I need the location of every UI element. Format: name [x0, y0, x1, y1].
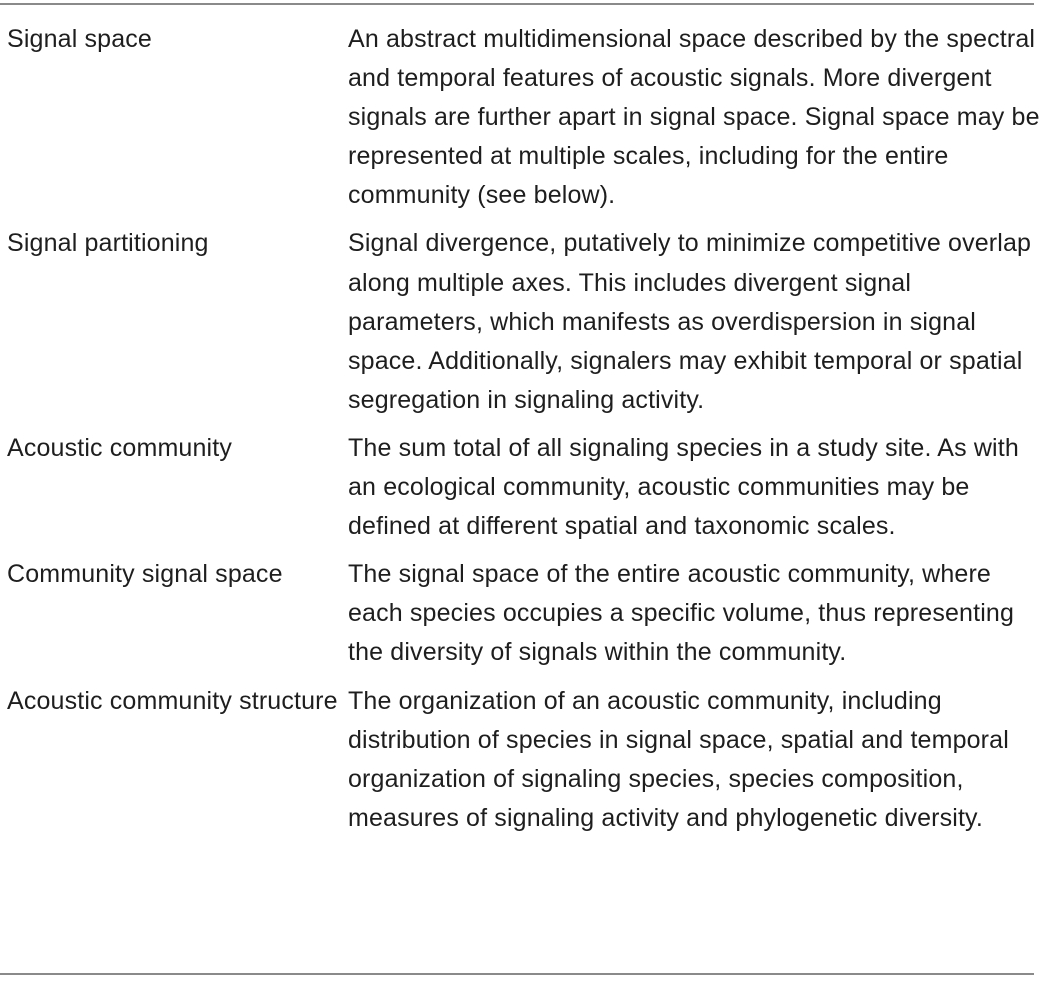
- definition-cell: Signal divergence, putatively to minimize competitive overlap along multiple axes. This includes divergent signal parameters, which manifests as overdispersion in signal space. Additionally, signalers may exhibit temporal or spatial segregation in signaling activity.: [348, 229, 1032, 414]
- table-row: [0, 429, 1040, 555]
- table-row: [0, 682, 1040, 847]
- term-cell: Acoustic community: [7, 433, 232, 462]
- definition-cell: The organization of an acoustic community, including distribution of species in signal space, spatial and temporal organization of signaling species, species composition, measures of signaling activity and phylogenetic diversity.: [348, 686, 1009, 832]
- term-cell: Signal space: [7, 25, 152, 53]
- table-bottom-rule: [0, 973, 1034, 975]
- term-cell: Signal partitioning: [7, 229, 209, 258]
- definition-cell: The signal space of the entire acoustic community, where each species occupies a specific volume, thus representing the diversity of signals within the community.: [348, 560, 1014, 667]
- table-row: [0, 20, 1040, 224]
- table-row: [0, 555, 1040, 681]
- table-row: [0, 224, 1040, 428]
- definition-cell: The sum total of all signaling species in a study site. As with an ecological community, acoustic communities may be defined at different spatial and taxonomic scales.: [348, 433, 1019, 541]
- term-cell: Acoustic community structure: [7, 686, 338, 715]
- table-top-rule: [0, 3, 1034, 5]
- glossary-table: [0, 20, 1040, 847]
- definition-cell: An abstract multidimensional space described by the spectral and temporal features of acoustic signals. More divergent signals are further apart in signal space. Signal space may be represented at multiple scales, including for the entire community (see below).: [348, 25, 1040, 210]
- term-cell: Community signal space: [7, 560, 283, 589]
